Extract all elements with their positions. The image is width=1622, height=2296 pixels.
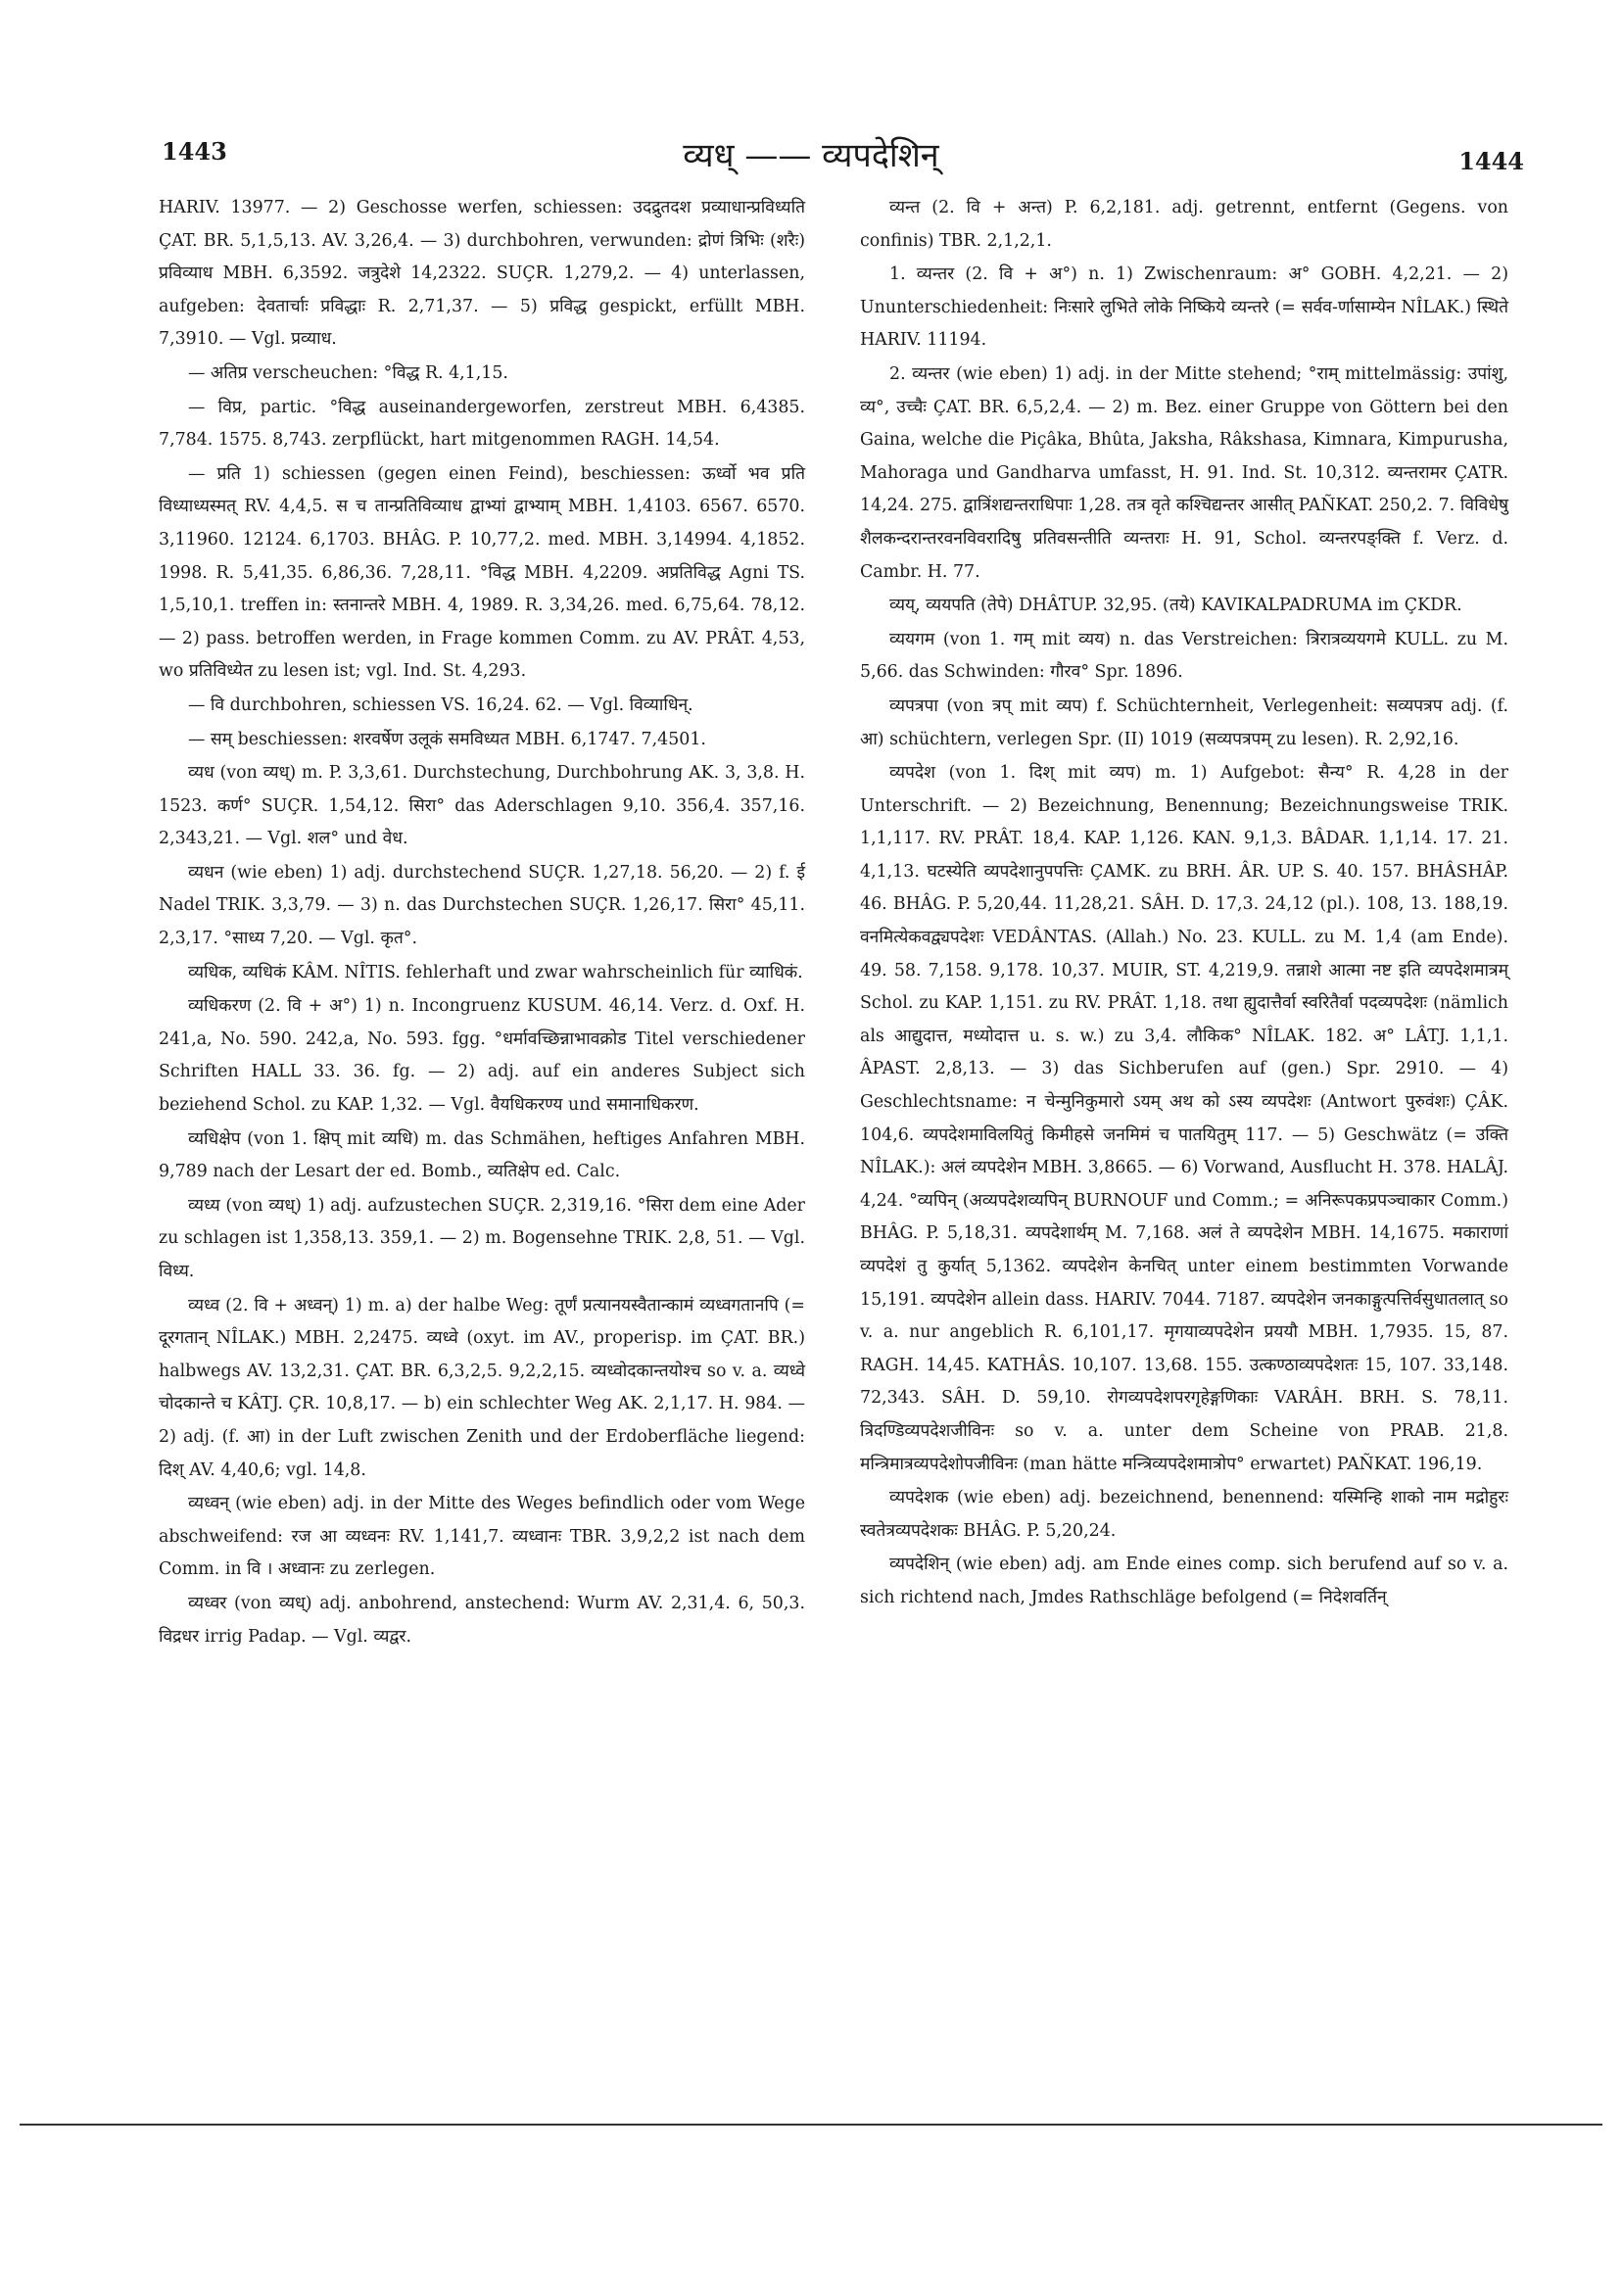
dictionary-entry: व्यय्, व्ययपति (तेपे) DHÂTUP. 32,95. (तये) KAVIKALPADRUMA im ÇKDR. (889, 596, 1462, 616)
dictionary-entry: व्यपदेश (von 1. दिश् mit व्यप) m. 1) Aufgebot: सैन्य° R. 4,28 in der Unterschrift. — 2) Bezeichnung, Benennung; Bezeichnungsweise TRIK. 1,1,117. RV. PRÂT. 18,4. KAP. 1,126. KAN. 9,1,3. BÂDAR. 1,1,14. 17. 21. 4,1,13. घटस्येति व्यपदेशानुपपत्तिः ÇAMK. zu BRH. ÂR. UP. S. 40. 157. BHÂSHÂP. 46. BHÂG. P. 5,20,44. 11,28,21. SÂH. D. 17,3. 24,12 (pl.). 108, 13. 188,19. वनमित्येकवद्व्यपदेशः VEDÂNTAS. (Allah.) No. 23. KULL. zu M. 1,4 (am Ende). 49. 58. 7,158. 9,178. 10,37. MUIR, ST. 4,219,9. तन्नाशे आत्मा नष्ट इति व्यपदेशमात्रम् Schol. zu KAP. 1,151. zu RV. PRÂT. 1,18. तथा ह्युदात्तैर्वा स्वरितैर्वा पदव्यपदेशः (nämlich als आद्युदात्त, मध्योदात्त u. s. w.) zu 3,4. लौकिक° NÎLAK. 182. अ° LÂTJ. 1,1,1. ÂPAST. 2,8,13. — 3) das Sichberufen auf (gen.) Spr. 2910. — 4) Geschlechtsname: न चेन्मुनिकुमारो ऽयम् अथ को ऽस्य व्यपदेशः (Antwort पुरुवंशः) ÇÂK. 104,6. व्यपदेशमाविलयितुं किमीहसे जनमिमं च पातयितुम् 117. — 5) Geschwätz (= उक्ति NÎLAK.): अलं व्यपदेशेन MBH. 3,8665. — 6) Vorwand, Ausflucht H. 378. HALÂJ. 4,24. °व्यपिन् (अव्यपदेशव्यपिन् BURNOUF und Comm.; = अनिरूपकप्रपञ्चाकार Comm.) BHÂG. P. 5,18,31. व्यपदेशार्थम् M. 7,168. अलं ते व्यपदेशेन MBH. 14,1675. मकाराणां व्यपदेशं तु कुर्यात् 5,1362. व्यपदेशेन केनचित् unter einem bestimmten Vorwande 15,191. व्यपदेशेन allein dass. HARIV. 7044. 7187. व्यपदेशेन जनकाङ्गुत्पत्तिर्वसुधातलात् so v. a. nur angeblich R. 6,101,17. मृगयाव्यपदेशेन प्रययौ MBH. 1,7935. 15, 87. RAGH. 14,45. KATHÂS. 10,107. 13,68. 155. उत्कण्ठाव्यपदेशतः 15, 107. 33,148. 72,343. SÂH. D. 59,10. रोगव्यपदेशपरगृहेङ्गणिकाः VARÂH. BRH. S. 78,11. त्रिदण्डिव्यपदेशजीविनः so v. a. unter dem Scheine von PRAB. 21,8. मन्त्रिमात्रव्यपदेशोपजीविनः (man hätte मन्त्रिव्यपदेशमात्रोप° erwartet) PAÑKAT. 196,19. (860, 763, 1508, 1474)
dictionary-entry: — वि durchbohren, schiessen VS. 16,24. 62. — Vgl. विव्याधिन्. (188, 694, 693, 715)
dictionary-entry: व्यध्व (2. वि + अध्वन्) 1) m. a) der halbe Weg: तूर्णं प्रत्यानयस्वैतान्कामं व्यध्वगतानपि (= दूरगतान् NÎLAK.) MBH. 2,2475. व्यध्वे (oxyt. im AV., properisp. im ÇAT. BR.) halbwegs AV. 13,2,31. ÇAT. BR. 6,3,2,5. 9,2,2,15. व्यध्वोदकान्तयोश्च so v. a. व्यध्वे चोदकान्ते च KÂTJ. ÇR. 10,8,17. — b) ein schlechter Weg AK. 2,1,17. H. 984. — 2) adj. (f. आ) in der Luft zwischen Zenith und der Erdoberfläche liegend: दिश् AV. 4,40,6; vgl. 14,8. (159, 1295, 805, 1480)
footer-rule (20, 2124, 1602, 2126)
dictionary-entry: 2. व्यन्तर (wie eben) 1) adj. in der Mitte stehend; °राम् mittelmässig: उपांशु, व्य°, उच्चैः ÇAT. BR. 6,5,2,4. — 2) m. Bez. einer Gruppe von Göttern bei den Gaina, welche die Piçâka, Bhûta, Jaksha, Râkshasa, Kimnara, Kimpurusha, Mahoraga und Gandharva umfasst, H. 91. Ind. St. 10,312. व्यन्तरामर ÇATR. 14,24. 275. द्वात्रिंशद्यन्तराधिपाः 1,28. तत्र वृते कश्चिद्यन्तर आसीत् PAÑKAT. 250,2. 7. विविधेषु शैलकन्दरान्तरवनविवरादिषु प्रतिवसन्तीति व्यन्तराः H. 91, Schol. व्यन्तरपङ्क्ति f. Verz. d. Cambr. H. 77. (860, 363, 1508, 582)
dictionary-entry: व्यधिक, व्यधिकं KÂM. NÎTIS. fehlerhaft und zwar wahrscheinlich für व्याधिकं. (188, 962, 803, 982)
running-header-title: व्यध् —— व्यपदेशिन् (683, 136, 939, 175)
dictionary-entry: — प्रति 1) schiessen (gegen einen Feind), beschiessen: ऊर्ध्वो भव प्रति विध्याध्यस्मत् RV. 4,4,5. स च तान्प्रतिविव्याध द्वाभ्यां द्वाभ्याम् MBH. 1,4103. 6567. 6570. 3,11960. 12124. 6,1703. BHÂG. P. 10,77,2. med. MBH. 3,14994. 4,1852. 1998. R. 5,41,35. 6,86,36. 7,28,11. °विद्ध MBH. 4,2209. अप्रतिविद्ध Agni TS. 1,5,10,1. treffen in: स्तनान्तरे MBH. 4, 1989. R. 3,34,26. med. 6,75,64. 78,12. — 2) pass. betroffen werden, in Frage kommen Comm. zu AV. PRÂT. 4,53, wo प्रतिविध्येत zu lesen ist; vgl. Ind. St. 4,293. (159, 463, 805, 682)
dictionary-entry: व्यध्वन् (wie eben) adj. in der Mitte des Weges befindlich oder vom Wege abschweifend: रज आ व्यध्वनः RV. 1,141,7. व्यध्वानः TBR. 3,9,2,2 ist nach dem Comm. in वि । अध्वानः zu zerlegen. (159, 1494, 805, 1580)
dictionary-entry: 1. व्यन्तर (2. वि + अ°) n. 1) Zwischenraum: अ° GOBH. 4,2,21. — 2) Ununterschiedenheit: निःसारे लुभिते लोके निष्किये व्यन्तरे (= सर्वव-र्णासाम्येन NÎLAK.) स्थिते HARIV. 11194. (860, 264, 1508, 351)
page-number-right: 1444 (1458, 147, 1524, 175)
dictionary-entry: व्यपत्रपा (von त्रप् mit व्यप) f. Schüchternheit, Verlegenheit: सव्यपत्रप adj. (f. आ) schüchtern, verlegen Spr. (II) 1019 (सव्यपत्रपम् zu lesen). R. 2,92,16. (860, 695, 1508, 749)
dictionary-entry: व्यन्त (2. वि + अन्त) P. 6,2,181. adj. getrennt, entfernt (Gegens. von confinis) TBR. 2,1,2,1. (860, 198, 1508, 251)
dictionary-entry: — अतिप्र verscheuchen: °विद्ध R. 4,1,15. (188, 362, 508, 383)
page-number-left: 1443 (162, 137, 227, 166)
dictionary-entry: व्यपदेशिन् (wie eben) adj. am Ende eines comp. sich berufend auf so v. a. sich richtend nach, Jmdes Rathschläge befolgend (= निदेशवर्तिन् (860, 1555, 1508, 1607)
dictionary-entry: व्ययगम (von 1. गम् mit व्यय) n. das Verstreichen: त्रिरात्रव्ययगमे KULL. zu M. 5,66. das Schwinden: गौरव° Spr. 1896. (860, 629, 1508, 683)
dictionary-entry: — सम् beschiessen: शरवर्षेण उलूकं समविध्यत MBH. 6,1747. 7,4501. (188, 729, 706, 749)
dictionary-entry: HARIV. 13977. — 2) Geschosse werfen, schiessen: उदद्रुतदश प्रव्याधान्प्रविध्यति ÇAT. BR. 5,1,5,13. AV. 3,26,4. — 3) durchbohren, verwunden: द्रोणं त्रिभिः (शरैः) प्रविव्याध MBH. 6,3592. जत्रुदेशे 14,2322. SUÇR. 1,279,2. — 4) unterlassen, aufgeben: देवतार्चाः प्रविद्धाः R. 2,71,37. — 5) प्रविद्ध gespickt, erfüllt MBH. 7,3910. — Vgl. प्रव्याध. (159, 198, 805, 350)
dictionary-entry: व्यपदेशक (wie eben) adj. bezeichnend, benennend: यस्मिन्हि शाको नाम मद्रोहुरः स्वतेत्रव्यपदेशकः BHÂG. P. 5,20,24. (860, 1488, 1508, 1541)
dictionary-entry: व्यध्य (von व्यध्) 1) adj. aufzustechen SUÇR. 2,319,16. °सिरा dem eine Ader zu schlagen ist 1,358,13. 359,1. — 2) m. Bogensehne TRIK. 2,8, 51. — Vgl. विध्य. (159, 1195, 805, 1281)
dictionary-entry: व्यधिकरण (2. वि + अ°) 1) n. Incongruenz KUSUM. 46,14. Verz. d. Oxf. H. 241,a, No. 590. 242,a, No. 593. fgg. °धर्मावच्छिन्नाभावक्रोड Titel verschiedener Schriften HALL 33. 36. fg. — 2) adj. auf ein anderes Subject sich beziehend Schol. zu KAP. 1,32. — Vgl. वैयधिकरण्य und समानाधिकरण. (159, 996, 805, 1116)
dictionary-entry: व्यधन (wie eben) 1) adj. durchstechend SUÇR. 1,27,18. 56,20. — 2) f. ई Nadel TRIK. 3,3,79. — 3) n. das Durchstechen SUÇR. 1,26,17. सिरा° 45,11. 2,3,17. °साध्य 7,20. — Vgl. कृत°. (159, 862, 805, 949)
right-column (860, 192, 1508, 1616)
dictionary-entry: व्यध (von व्यध्) m. P. 3,3,61. Durchstechung, Durchbohrung AK. 3, 3,8. H. 1523. कर्ण° SUÇR. 1,54,12. सिरा° das Aderschlagen 9,10. 356,4. 357,16. 2,343,21. — Vgl. शल° und वेध. (159, 763, 805, 849)
dictionary-entry: व्यधिक्षेप (von 1. क्षिप् mit व्यधि) m. das Schmähen, heftiges Anfahren MBH. 9,789 nach der Lesart der ed. Bomb., व्यतिक्षेप ed. Calc. (159, 1128, 805, 1182)
dictionary-entry: — विप्र, partic. °विद्ध auseinandergeworfen, zerstreut MBH. 6,4385. 7,784. 1575. 8,743. zerpflückt, hart mitgenommen RAGH. 14,54. (159, 397, 805, 451)
left-column (159, 192, 805, 1654)
dictionary-entry: व्यध्वर (von व्यध्) adj. anbohrend, anstechend: Wurm AV. 2,31,4. 6, 50,3. विद्रधर irrig Padap. — Vgl. व्यद्वर. (159, 1593, 805, 1647)
